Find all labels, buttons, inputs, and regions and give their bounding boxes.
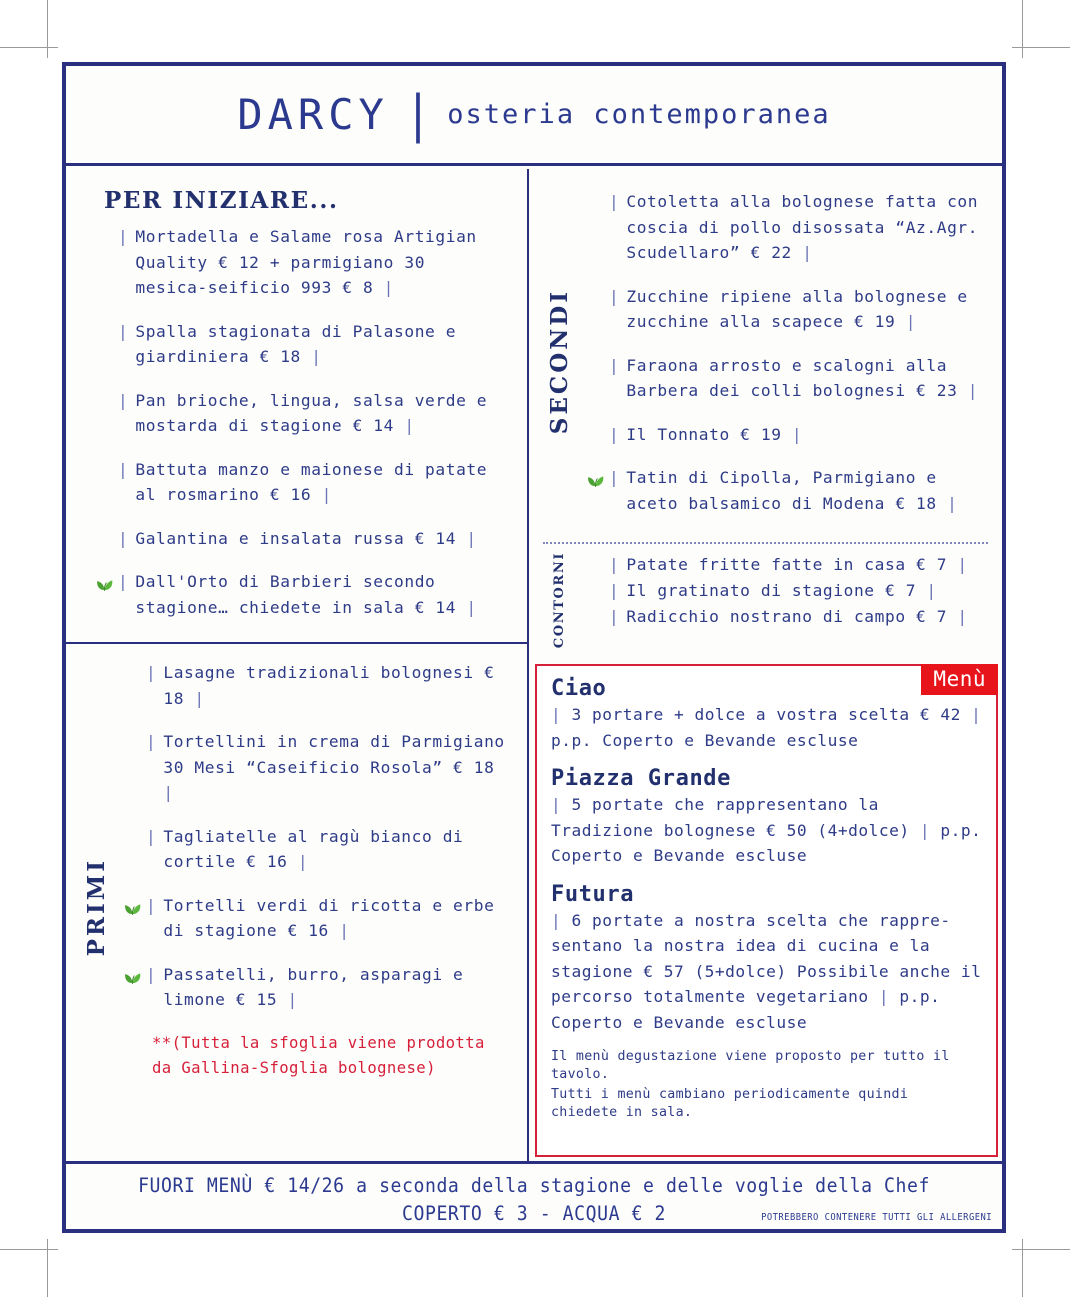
dish-bar-end: | <box>791 424 803 444</box>
dish-bar-start: | <box>118 572 129 591</box>
dish-bar-start: | <box>609 424 620 444</box>
brand-row <box>237 85 831 144</box>
menu-bar: | <box>878 987 890 1007</box>
veg-slot-empty <box>96 388 118 392</box>
vegetarian-leaf-icon <box>587 465 609 495</box>
dish-bar-start: | <box>146 826 157 846</box>
contorni-label: CONTORNI <box>551 552 567 649</box>
primi-body <box>118 660 509 1155</box>
dish-text: Tortellini in crema di Parmigiano 30 Mesi “Caseificio Rosola” € 18 | <box>163 732 505 802</box>
tasting-menu-entry <box>551 882 982 1036</box>
right-column <box>529 169 1002 1161</box>
contorni-label-cell <box>537 552 581 648</box>
crop-mark-top-right-v <box>1022 0 1023 58</box>
dish-item <box>96 319 505 370</box>
dish-item <box>96 388 505 439</box>
dish-text: Zucchine ripiene alla bolognese e zucchine alla scapece € 19 | <box>626 286 968 331</box>
dish-bar-end: | <box>194 688 205 708</box>
dish-bar-start: | <box>118 227 129 246</box>
secondi-label-cell <box>537 189 581 534</box>
veg-slot-empty <box>587 578 609 582</box>
crop-mark-bottom-right-h <box>1012 1249 1070 1250</box>
brand-name: DARCY <box>237 90 389 139</box>
dish-item <box>587 189 986 266</box>
dish-item <box>587 353 986 404</box>
sfoglia-note: **(Tutta la sfoglia viene prodotta da Gallina-Sfoglia bolognese) <box>152 1033 485 1077</box>
menu-bar: | <box>551 705 562 725</box>
veg-slot-empty <box>124 729 146 733</box>
veg-slot-empty <box>96 224 118 228</box>
vegetarian-leaf-icon <box>124 893 146 923</box>
dish-bar-start: | <box>609 468 620 487</box>
menu-bar: | <box>971 705 982 725</box>
fine-print-line-1: Il menù degustazione viene proposto per tutto il tavolo. <box>551 1049 950 1083</box>
dish-item <box>587 578 986 604</box>
primi-label-cell <box>74 660 118 1155</box>
dish-text: Pan brioche, lingua, salsa verde e mostarda di stagione € 14 | <box>135 390 488 435</box>
veg-slot-empty <box>587 422 609 426</box>
dish-item <box>124 824 509 875</box>
dish-bar-start: | <box>146 895 157 915</box>
dish-item <box>124 660 509 711</box>
tasting-menu-list <box>551 676 982 1035</box>
section-contorni <box>529 544 1002 658</box>
dish-item <box>96 526 505 552</box>
dish-bar-end: | <box>311 347 322 366</box>
veg-slot-empty <box>96 457 118 461</box>
veg-slot-empty <box>587 284 609 288</box>
section-secondi <box>529 169 1002 536</box>
fine-print-line-2: Tutti i menù cambiano periodicamente quindi chiedete in sala. <box>551 1087 909 1121</box>
secondi-body <box>581 189 986 534</box>
footer-line-1: FUORI MENÙ € 14/26 a seconda della stagione e delle voglie della Chef <box>138 1174 930 1197</box>
content-columns <box>66 169 1002 1161</box>
menu-bar: | <box>551 910 562 930</box>
dish-bar-end: | <box>297 852 309 871</box>
secondi-list <box>587 189 986 516</box>
dish-bar-start: | <box>146 964 157 984</box>
contorni-body <box>581 552 986 648</box>
dish-text: Cotoletta alla bolognese fatta con coscia di pollo disossata “Az.Agr. Scudellaro” € 22 | <box>626 192 979 262</box>
dish-text: Il gratinato di stagione € 7 | <box>626 581 937 600</box>
dish-bar-end: | <box>967 381 979 400</box>
veg-slot-empty <box>124 660 146 664</box>
antipasti-list <box>96 224 505 620</box>
dish-text: Patate fritte fatte in casa € 7 | <box>626 555 968 574</box>
antipasti-heading: PER INIZIARE... <box>104 187 339 214</box>
tasting-menu-description: | 6 portate a nostra scelta che rappre-sentano la nostra idea di cucina e la stagione € 57 (5+dolce) Possibile anche il percorso totalmente vegetariano | p.p. Coperto e Bevande escluse <box>551 910 982 1032</box>
dish-bar-end: | <box>957 555 968 574</box>
dish-text: Mortadella e Salame rosa Artigian Quality € 12 + parmigiano 30 mesica-seificio 993 € 8 | <box>135 227 477 297</box>
veg-slot-empty <box>124 824 146 828</box>
brand-separator: | <box>404 85 432 144</box>
dish-item <box>96 569 505 620</box>
dish-bar-start: | <box>118 321 129 341</box>
dish-item <box>587 465 986 516</box>
tasting-menu-entry <box>551 676 982 753</box>
dish-text: Lasagne tradizionali bolognesi € 18 | <box>163 663 495 708</box>
footer <box>66 1161 1002 1229</box>
dish-text: Passatelli, burro, asparagi e limone € 15 | <box>163 964 464 1009</box>
dish-text: Tortelli verdi di ricotta e erbe di stagione € 16 | <box>163 895 495 940</box>
dish-text: Tagliatelle al ragù bianco di cortile € 16 | <box>163 826 464 871</box>
dish-bar-start: | <box>609 192 620 211</box>
dish-bar-end: | <box>404 416 415 435</box>
dish-bar-start: | <box>609 286 620 306</box>
dish-text: Faraona arrosto e scalogni alla Barbera dei colli bolognesi € 23 | <box>626 355 979 400</box>
crop-mark-top-right-h <box>1012 47 1070 48</box>
dish-bar-end: | <box>321 485 332 504</box>
dish-item <box>587 552 986 578</box>
crop-mark-bottom-left-h <box>0 1249 58 1250</box>
tasting-menu-title: Futura <box>551 881 635 907</box>
dish-bar-start: | <box>118 459 129 479</box>
veg-slot-empty <box>587 353 609 357</box>
vegetarian-leaf-icon <box>124 962 146 992</box>
dish-item <box>96 224 505 301</box>
section-primi <box>66 642 527 1161</box>
menu-bar: | <box>919 820 931 840</box>
crop-mark-top-left-v <box>47 0 48 58</box>
dish-bar-start: | <box>118 390 129 410</box>
dish-bar-start: | <box>118 528 129 548</box>
dish-bar-end: | <box>802 243 813 262</box>
dish-item <box>124 729 509 806</box>
dish-bar-start: | <box>609 581 620 600</box>
dish-item <box>124 893 509 944</box>
dish-text: Tatin di Cipolla, Parmigiano e aceto balsamico di Modena € 18 | <box>626 468 958 513</box>
dish-text: Dall'Orto di Barbieri secondo stagione… chiedete in sala € 14 | <box>135 572 477 617</box>
dish-text: Il Tonnato € 19 | <box>626 424 803 444</box>
dish-bar-end: | <box>905 312 917 331</box>
tasting-menu-title: Ciao <box>551 676 607 702</box>
brand-tagline: osteria contemporanea <box>447 99 831 130</box>
dish-bar-start: | <box>609 555 620 574</box>
tasting-menu-entry <box>551 766 982 869</box>
left-column <box>66 169 529 1161</box>
dish-bar-end: | <box>466 597 477 617</box>
veg-slot-empty <box>587 552 609 556</box>
dish-text: Galantina e insalata russa € 14 | <box>135 528 477 548</box>
tasting-menu-title: Piazza Grande <box>551 766 731 792</box>
dish-bar-start: | <box>146 732 157 751</box>
crop-mark-bottom-right-v <box>1022 1239 1023 1297</box>
dish-bar-end: | <box>947 493 958 513</box>
dish-item <box>587 284 986 335</box>
tasting-menu-description: | 3 portare + dolce a vostra scelta € 42 | p.p. Coperto e Bevande escluse <box>551 705 982 750</box>
dish-bar-start: | <box>609 607 620 626</box>
masthead <box>66 66 1002 166</box>
allergen-note: POTREBBERO CONTENERE TUTTI GLI ALLERGENI <box>761 1212 992 1223</box>
dish-item <box>124 962 509 1013</box>
dish-bar-end: | <box>926 581 937 600</box>
dish-bar-end: | <box>957 607 968 626</box>
vegetarian-leaf-icon <box>96 569 118 599</box>
menu-page <box>62 62 1006 1233</box>
crop-mark-bottom-left-v <box>47 1239 48 1297</box>
veg-slot-empty <box>96 319 118 323</box>
veg-slot-empty <box>587 189 609 193</box>
dish-bar-start: | <box>609 355 620 375</box>
dish-item <box>96 457 505 508</box>
secondi-label: SECONDI <box>545 288 573 435</box>
dish-bar-start: | <box>146 663 157 682</box>
dish-bar-end: | <box>287 990 298 1009</box>
dish-bar-end: | <box>163 783 174 802</box>
dish-bar-end: | <box>339 921 350 940</box>
footer-line-2: COPERTO € 3 - ACQUA € 2 <box>402 1202 666 1225</box>
dish-text: Spalla stagionata di Palasone e giardiniera € 18 | <box>135 321 457 366</box>
menu-badge: Menù <box>921 664 998 695</box>
veg-slot-empty <box>96 526 118 530</box>
tasting-menu-box <box>535 664 998 1157</box>
primi-list <box>124 660 509 1013</box>
menu-bar: | <box>551 795 562 815</box>
dish-text: Radicchio nostrano di campo € 7 | <box>626 607 968 626</box>
contorni-list <box>587 552 986 630</box>
veg-slot-empty <box>587 604 609 608</box>
dish-item <box>587 604 986 630</box>
tasting-menu-fine-print <box>551 1048 982 1122</box>
primi-label: PRIMI <box>82 858 110 957</box>
dish-item <box>587 422 986 448</box>
tasting-menu-description: | 5 portate che rappresentano la Tradizione bolognese € 50 (4+dolce) | p.p. Coperto e Bevande escluse <box>551 795 982 866</box>
dish-bar-end: | <box>466 528 477 548</box>
section-antipasti <box>66 169 527 642</box>
dish-bar-end: | <box>383 278 395 297</box>
crop-mark-top-left-h <box>0 47 58 48</box>
dish-text: Battuta manzo e maionese di patate al rosmarino € 16 | <box>135 459 488 504</box>
